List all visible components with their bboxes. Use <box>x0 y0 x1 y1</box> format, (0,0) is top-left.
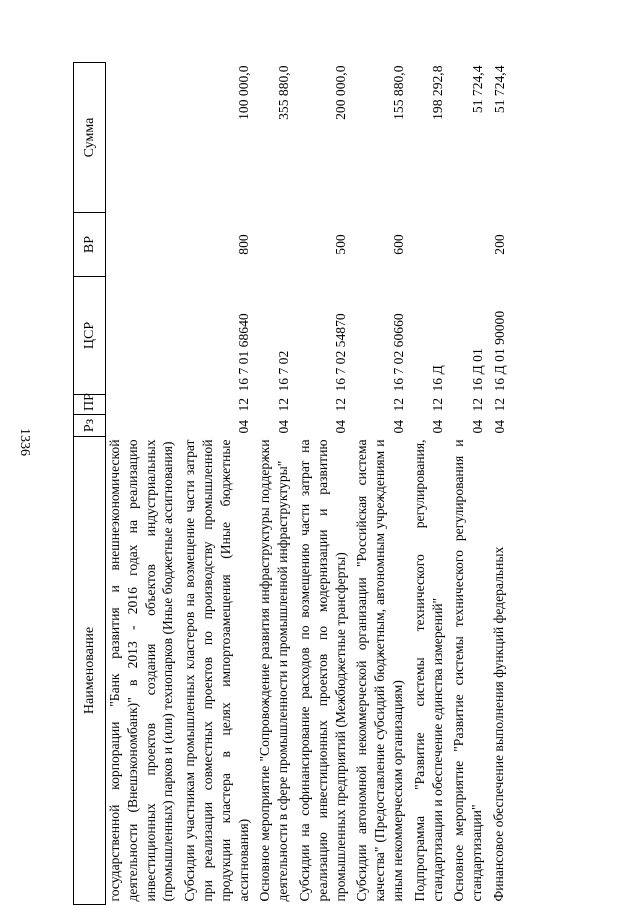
row-csr: 16 7 01 68640 <box>236 313 252 392</box>
row-vr: 200 <box>491 234 507 255</box>
row-sum: 155 880,0 <box>390 65 406 120</box>
row-rz: 04 <box>275 419 291 434</box>
row-pr: 12 <box>390 397 406 412</box>
table-row <box>106 63 182 905</box>
row-csr: 16 Д 01 <box>469 348 485 392</box>
row-sum: 100 000,0 <box>236 65 252 120</box>
row-sum: 51 724,4 <box>469 65 485 114</box>
row-csr: 16 Д 01 90000 <box>491 310 507 392</box>
header-name: Наименование <box>74 437 106 905</box>
row-pr: 12 <box>275 397 291 412</box>
row-csr: 16 7 02 <box>275 350 291 392</box>
table-row <box>256 63 296 905</box>
row-name: Субсидии автономной некоммерческой организации "Российская система качества" (Предоставление субсидий бюджетным, автономным учреждениям и иным некоммерческим организациям) <box>354 439 405 902</box>
header-sum: Сумма <box>74 63 106 213</box>
row-rz: 04 <box>390 419 406 434</box>
row-name: Основное мероприятие "Сопровождение развития инфраструктуры поддержки деятельности в сфере промышленности и промышленной инфраструктуры" <box>257 439 291 902</box>
table-row <box>490 63 512 905</box>
row-csr: 16 Д <box>430 365 446 392</box>
row-name: Субсидии на софинансирование расходов по возмещению части затрат на реализацию инвестиционных проектов по модернизации и развитию промышленных предприятий (Межбюджетные трансферты) <box>296 439 348 902</box>
row-vr <box>450 213 490 277</box>
table-row <box>181 63 256 905</box>
row-csr: 16 7 02 54870 <box>333 313 349 392</box>
row-csr: 16 7 02 60660 <box>390 313 406 392</box>
row-pr: 12 <box>333 397 349 412</box>
row-name: государственной корпорации "Банк развития и внешнеэкономической деятельности (Внешэкономбанк)" в 2013 - 2016 годах на реализацию инвестиционных проектов создания объектов индустриальных (промышленных) парков и (или) технопарков (Иные бюджетные ассигнования) <box>107 439 176 902</box>
row-name: Финансовое обеспечение выполнения функций федеральных <box>490 546 506 902</box>
row-vr: 500 <box>333 234 349 255</box>
row-pr: 12 <box>491 397 507 412</box>
row-vr <box>106 213 182 277</box>
row-sum: 51 724,4 <box>491 65 507 114</box>
header-pr: ПР <box>74 395 106 415</box>
row-sum: 200 000,0 <box>333 65 349 120</box>
row-rz: 04 <box>333 419 349 434</box>
row-sum: 355 880,0 <box>275 65 291 120</box>
table-row <box>450 63 490 905</box>
row-rz: 04 <box>236 419 252 434</box>
row-pr <box>106 395 182 415</box>
row-rz <box>106 415 182 437</box>
row-pr: 12 <box>469 397 485 412</box>
budget-table <box>73 62 512 905</box>
row-csr <box>106 277 182 395</box>
header-csr: ЦСР <box>74 277 106 395</box>
table-header-row <box>74 63 106 905</box>
header-rz: Рз <box>74 415 106 437</box>
row-vr <box>411 213 451 277</box>
row-pr: 12 <box>236 397 252 412</box>
page-number: 1336 <box>17 428 32 456</box>
row-rz: 04 <box>469 419 485 434</box>
row-pr: 12 <box>430 397 446 412</box>
row-sum: 198 292,8 <box>430 65 446 120</box>
row-name: Субсидии участникам промышленных кластеров на возмещение части затрат при реализации совместных проектов по производству промышленной продукции кластера в целях импортозамещения (Иные бюджетные ассигнования) <box>182 439 251 902</box>
row-rz: 04 <box>430 419 446 434</box>
row-vr: 800 <box>236 234 252 255</box>
row-vr <box>256 213 296 277</box>
row-sum <box>106 63 182 213</box>
header-vr: ВР <box>74 213 106 277</box>
row-rz: 04 <box>491 419 507 434</box>
table-row <box>296 63 353 905</box>
row-name: Подпрограмма "Развитие системы технического регулирования, стандартизации и обеспечение единства измерений" <box>411 439 445 902</box>
row-name: Основное мероприятие "Развитие системы технического регулирования и стандартизации" <box>451 439 485 902</box>
table-row <box>411 63 451 905</box>
table-row <box>353 63 410 905</box>
row-vr: 600 <box>390 234 406 255</box>
